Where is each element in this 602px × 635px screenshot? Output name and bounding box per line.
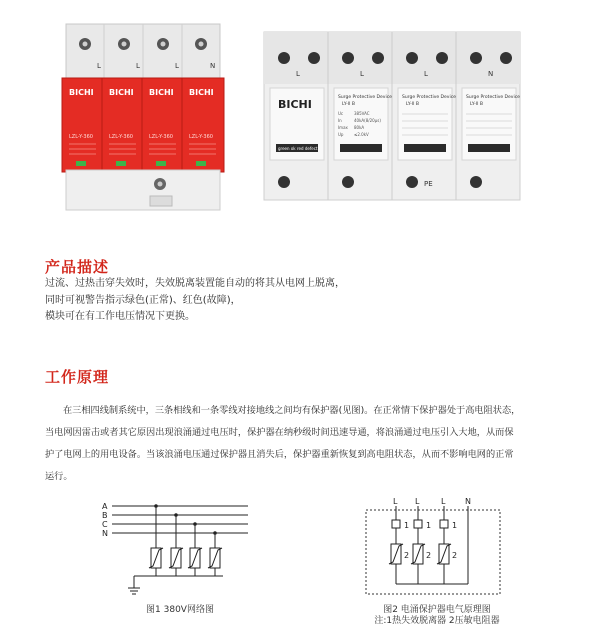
component-label: 1 [452, 521, 458, 530]
spec-value: 385VAC [354, 111, 370, 116]
white-terminal-label: L [360, 70, 364, 78]
red-module-text: LZL-Y-360 [189, 134, 213, 140]
spec-value: 40kA(8/20μs) [354, 118, 381, 123]
figure2-circuit-diagram [362, 492, 512, 604]
red-brand-label: BICHI [69, 88, 94, 97]
component-label: 2 [426, 551, 432, 560]
figure1-caption: 图1 380V网络图 [146, 605, 214, 615]
red-module-text: LZL-Y-360 [109, 134, 133, 140]
spec-value: 80kA [354, 125, 365, 130]
module-title: Surge Protective Device [338, 95, 392, 100]
pe-label: PE [424, 180, 433, 188]
white-brand-label: BICHI [278, 98, 312, 111]
module-model: LY-II B [342, 102, 355, 107]
figure2-caption [352, 605, 522, 627]
component-label: 2 [452, 551, 458, 560]
red-terminal-label: L [136, 62, 140, 70]
spec-row: Uc [338, 111, 344, 116]
red-brand-label: BICHI [149, 88, 174, 97]
module-title: Surge Protective Device [466, 95, 520, 100]
spec-row: Imax [338, 125, 348, 130]
indicator-text: green ok [278, 146, 296, 151]
red-brand-label: BICHI [189, 88, 214, 97]
line-label: C [102, 520, 108, 529]
red-terminal-label: L [97, 62, 101, 70]
line-label: B [102, 511, 108, 520]
indicator-text: red defect [297, 146, 318, 151]
paragraph-line: 模块可在有工作电压情况下更换。 [45, 311, 195, 322]
component-label: 1 [426, 521, 432, 530]
spec-value: ≤2.0kV [354, 132, 369, 137]
paragraph-line: 在三相四线制系统中，三条相线和一条零线对接地线之间均有保护器(见图)。在正常情下保护器处于高电阻状态， [63, 405, 521, 416]
terminal-label: N [465, 497, 471, 506]
red-brand-label: BICHI [109, 88, 134, 97]
paragraph-line: 同时可视警告指示绿色(正常)、红色(故障)， [45, 294, 241, 306]
module-model: LY-II B [406, 102, 419, 107]
white-surge-protector-image [262, 28, 524, 208]
red-terminal-label: L [175, 62, 179, 70]
red-terminal-label: N [210, 62, 216, 70]
line-label: N [102, 529, 108, 538]
paragraph-line: 护了电网上的用电设备。当该浪涌电压通过保护器且消失后，保护器重新恢复到高电阻状态，从而不影响电网的正常 [45, 449, 514, 460]
white-terminal-label: L [424, 70, 428, 78]
paragraph-line: 运行。 [45, 471, 73, 482]
terminal-label: L [415, 497, 420, 506]
section-title-product-description: 产品描述 [45, 258, 110, 276]
module-model: LY-II B [470, 102, 483, 107]
white-terminal-label: L [296, 70, 300, 78]
figure1-network-diagram [98, 496, 268, 606]
spec-row: Up [338, 132, 344, 137]
red-module-text: LZL-Y-360 [149, 134, 173, 140]
line-label: A [102, 502, 108, 511]
terminal-label: L [441, 497, 446, 506]
figure2-caption-line2: 注:1热失效脱离器 2压敏电阻器 [374, 616, 500, 626]
working-principle-text [45, 400, 520, 488]
figure2-caption-line1: 图2 电涌保护器电气原理图 [383, 605, 491, 615]
paragraph-line: 当电网因雷击或者其它原因出现浪涌通过电压时，保护器在纳秒级时间迅速导通，将浪涌通过电压引入大地，从而保 [45, 427, 514, 438]
terminal-label: L [393, 497, 398, 506]
component-label: 2 [404, 551, 410, 560]
red-module-text: LZL-Y-360 [69, 134, 93, 140]
white-terminal-label: N [488, 70, 494, 78]
spec-row: In [338, 118, 342, 123]
module-title: Surge Protective Device [402, 95, 456, 100]
section-title-working-principle: 工作原理 [45, 368, 110, 386]
component-label: 1 [404, 521, 410, 530]
red-surge-protector-image [60, 20, 230, 220]
product-description-text [45, 276, 345, 326]
paragraph-line: 过流、过热击穿失效时，失效脱离装置能自动的将其从电网上脱离， [45, 278, 345, 289]
